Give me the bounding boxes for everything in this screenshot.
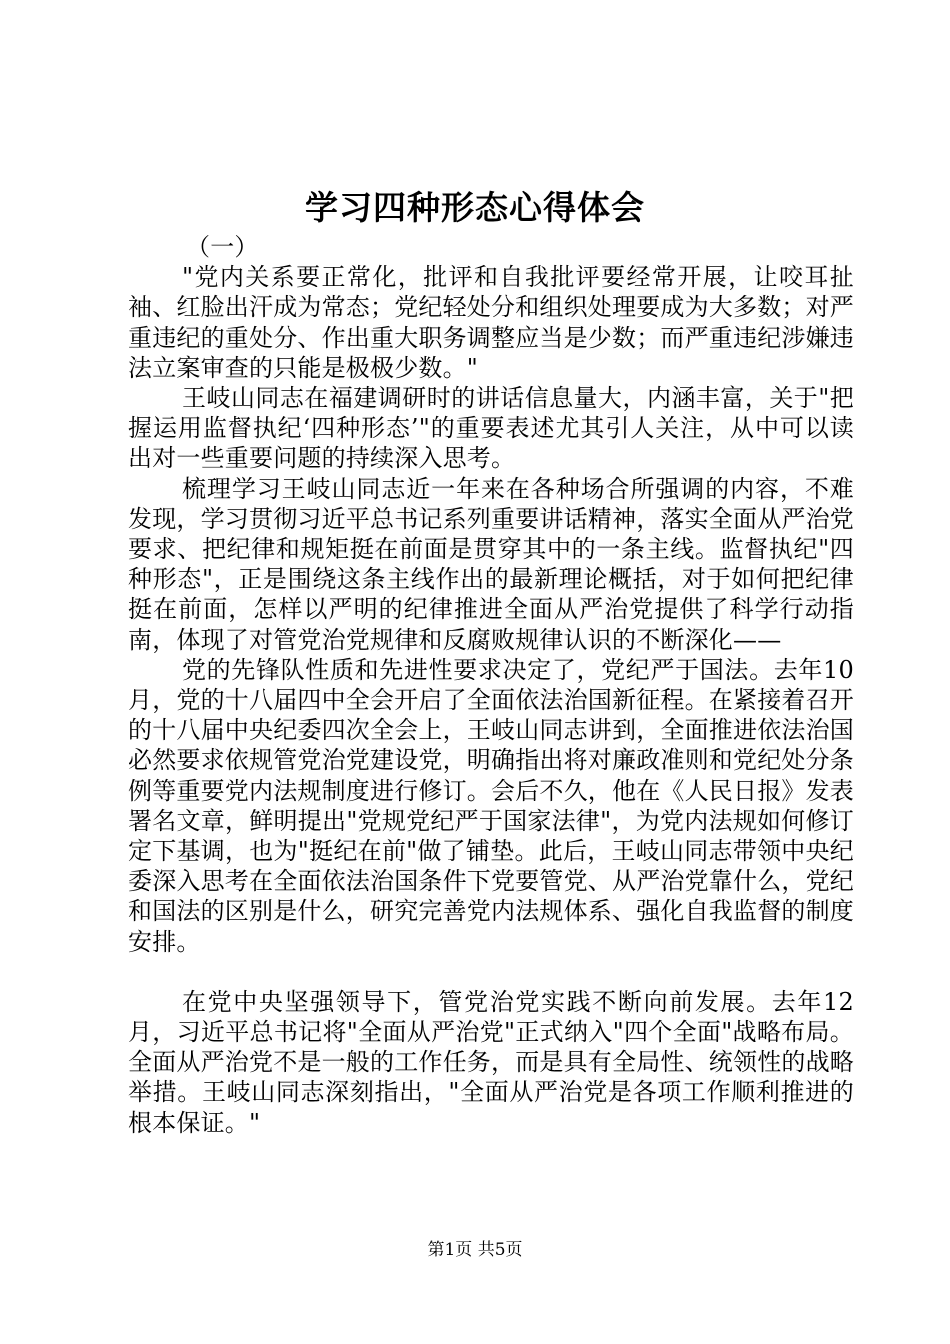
paragraph-4: 党的先锋队性质和先进性要求决定了，党纪严于国法。去年10月，党的十八届四中全会开启了全面依法治国新征程。在紧接着召开的十八届中央纪委四次全会上，王岐山同志讲到，全面推进依法治国必然要求依规管党治党建设党，明确指出将对廉政准则和党纪处分条例等重要党内法规制度进行修订。会后不久，他在《人民日报》发表署名文章，鲜明提出"党规党纪严于国家法律"，为党内法规如何修订定下基调，也为"挺纪在前"做了铺垫。此后，王岐山同志带领中央纪委深入思考在全面依法治国条件下党要管党、从严治党靠什么，党纪和国法的区别是什么，研究完善党内法规体系、强化自我监督的制度安排。: [128, 655, 854, 956]
section-marker: （一）: [186, 233, 259, 261]
paragraph-1: "党内关系要正常化，批评和自我批评要经常开展，让咬耳扯袖、红脸出汗成为常态；党纪轻处分和组织处理要成为大多数；对严重违纪的重处分、作出重大职务调整应当是少数；而严重违纪涉嫌违法立案审查的只能是极极少数。": [128, 263, 854, 382]
document-body: [128, 232, 854, 1138]
document-title: 学习四种形态心得体会: [305, 188, 645, 227]
paragraph-5: 在党中央坚强领导下，管党治党实践不断向前发展。去年12月，习近平总书记将"全面从严治党"正式纳入"四个全面"战略布局。全面从严治党不是一般的工作任务，而是具有全局性、统领性的战略举措。王岐山同志深刻指出，"全面从严治党是各项工作顺利推进的根本保证。": [128, 987, 854, 1137]
page-number-footer: 第1页 共5页: [427, 1240, 523, 1260]
paragraph-2: 王岐山同志在福建调研时的讲话信息量大，内涵丰富，关于"把握运用监督执纪‘四种形态’"的重要表述尤其引人关注，从中可以读出对一些重要问题的持续深入思考。: [128, 384, 854, 473]
paragraph-3: 梳理学习王岐山同志近一年来在各种场合所强调的内容，不难发现，学习贯彻习近平总书记系列重要讲话精神，落实全面从严治党要求、把纪律和规矩挺在前面是贯穿其中的一条主线。监督执纪"四种形态"，正是围绕这条主线作出的最新理论概括，对于如何把纪律挺在前面，怎样以严明的纪律推进全面从严治党提供了科学行动指南，体现了对管党治党规律和反腐败规律认识的不断深化——: [128, 474, 854, 654]
